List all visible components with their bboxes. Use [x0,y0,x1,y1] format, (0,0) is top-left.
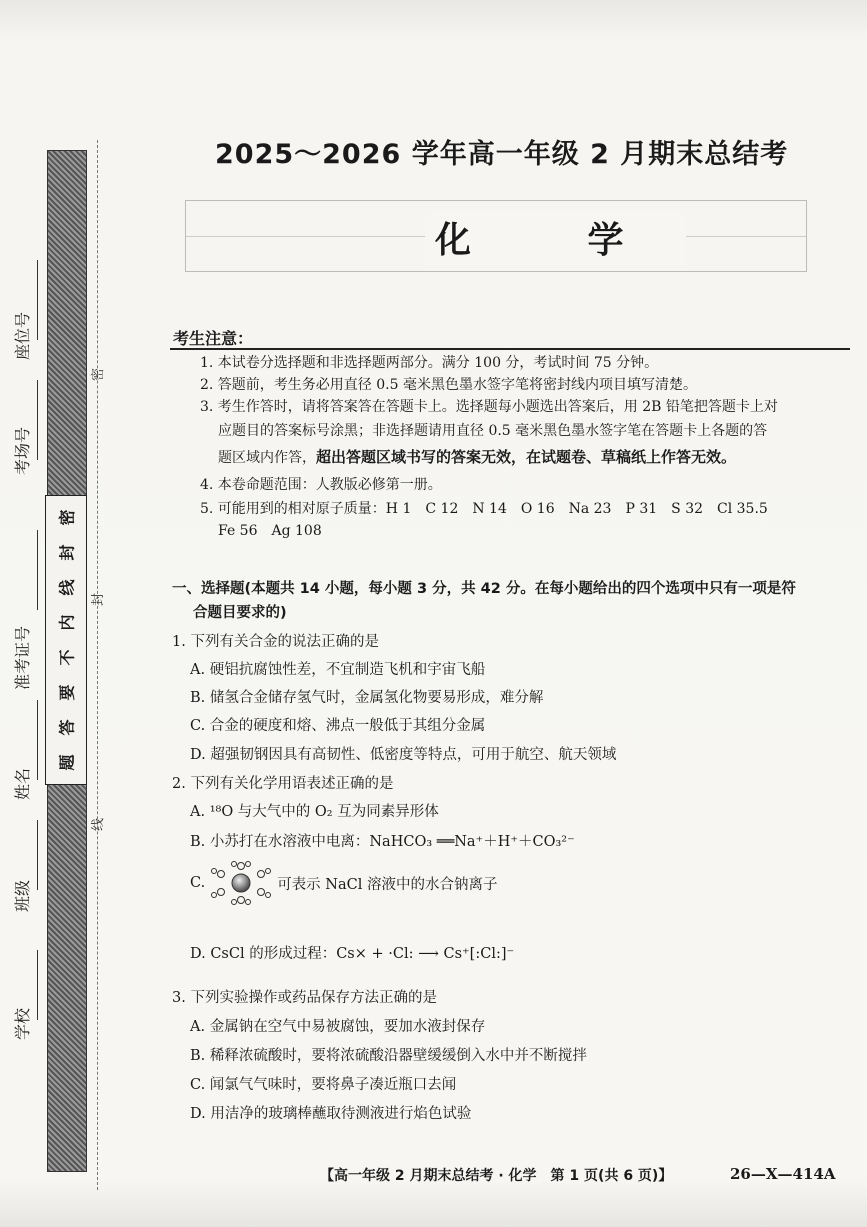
seal-char: 要 [57,684,77,701]
notice-emphasis: 超出答题区域书写的答案无效，在试题卷、草稿纸上作答无效。 [316,448,737,466]
notice-item: 3. 考生作答时，请将答案答在答题卡上。选择题每小题选出答案后，用 2B 铅笔把答题卡上对 [200,399,778,415]
notice-item: 4. 本卷命题范围：人教版必修第一册。 [200,477,442,493]
subject-title: 化 学 [425,210,686,265]
seal-char: 密 [57,509,77,526]
option-d: D. 超强韧钢因具有高韧性、低密度等特点，可用于航空、航天领域 [190,747,617,763]
seal-char: 线 [57,579,77,596]
cut-mark: 线 [91,817,107,832]
seat-number-line[interactable] [37,260,38,340]
page-footer: 【高一年级 2 月期末总结考 · 化学 第 1 页(共 6 页)】 [320,1168,673,1184]
cut-mark: 密 [91,367,107,382]
option-c: 可表示 NaCl 溶液中的水合钠离子 [277,876,498,893]
name-field-label: 姓名 [13,767,32,800]
seal-char: 不 [57,649,77,666]
paper-code: 26—X—414A [730,1165,836,1183]
divider [170,348,850,350]
option-c: C. 合金的硬度和熔、沸点一般低于其组分金属 [190,718,486,734]
notice-item-line [218,446,858,469]
class-field-label: 班级 [13,879,32,912]
seal-char: 内 [57,614,77,631]
question-stem: 1. 下列有关合金的说法正确的是 [172,634,379,650]
question-stem: 2. 下列有关化学用语表述正确的是 [172,776,394,792]
option-d: D. CsCl 的形成过程：Cs× + ·Cl: ⟶ Cs⁺[:Cl:]⁻ [190,946,515,962]
cut-mark: 封 [91,592,107,607]
option-c-row [190,860,497,906]
notice-item: 2. 答题前，考生务必用直径 0.5 毫米黑色墨水签字笔将密封线内项目填写清楚。 [200,377,697,393]
notice-item: 1. 本试卷分选择题和非选择题两部分。满分 100 分，考试时间 75 分钟。 [200,355,659,371]
name-field-line[interactable] [37,700,38,780]
seal-box [45,495,87,785]
exam-room-line[interactable] [37,380,38,460]
option-b: B. 储氢合金储存氢气时，金属氢化物要易形成，难分解 [190,690,544,706]
option-a: A. 硬铝抗腐蚀性差，不宜制造飞机和宇宙飞船 [190,662,486,678]
exam-room-label: 考场号 [13,426,32,475]
hydrated-sodium-ion-diagram [205,860,277,906]
notice-item: 应题目的答案标号涂黑；非选择题请用直径 0.5 毫米黑色墨水签字笔在答题卡上各题的答 [218,423,768,439]
option-a: A. ¹⁸O 与大气中的 O₂ 互为同素异形体 [190,804,439,820]
class-field-line[interactable] [37,820,38,890]
exam-number-label: 准考证号 [13,625,32,690]
seal-char: 封 [57,544,77,561]
exam-title: 2025～2026 学年高一年级 2 月期末总结考 [215,139,789,170]
notice-item: 5. 可能用到的相对原子质量：H 1 C 12 N 14 O 16 Na 23 P 31 S 32 Cl 35.5 [200,501,768,517]
option-a: A. 金属钠在空气中易被腐蚀，要加水液封保存 [190,1019,486,1035]
notice-item: Fe 56 Ag 108 [218,523,322,539]
seal-char: 答 [57,719,77,736]
school-field-line[interactable] [37,950,38,1020]
option-c-label: C. [190,875,206,891]
option-b: B. 小苏打在水溶液中电离：NaHCO₃ ══Na⁺＋H⁺＋CO₃²⁻ [190,834,575,850]
section-heading-cont: 合题目要求的) [193,605,287,621]
question-stem: 3. 下列实验操作或药品保存方法正确的是 [172,990,437,1006]
school-field-label: 学校 [13,1007,32,1040]
seal-dashed-line [97,140,98,1190]
notice-item: 题区域内作答， [218,450,316,466]
seat-number-label: 座位号 [13,311,32,360]
option-c: C. 闻氯气气味时，要将鼻子凑近瓶口去闻 [190,1077,457,1093]
option-b: B. 稀释浓硫酸时，要将浓硫酸沿器壁缓缓倒入水中并不断搅拌 [190,1048,587,1064]
seal-char: 题 [57,754,77,771]
exam-number-line[interactable] [37,530,38,610]
notice-title: 考生注意： [173,329,254,348]
option-d: D. 用洁净的玻璃棒蘸取待测液进行焰色试验 [190,1106,472,1122]
section-heading: 一、选择题(本题共 14 小题，每小题 3 分，共 42 分。在每小题给出的四个选项中只有一项是符 [172,581,796,597]
